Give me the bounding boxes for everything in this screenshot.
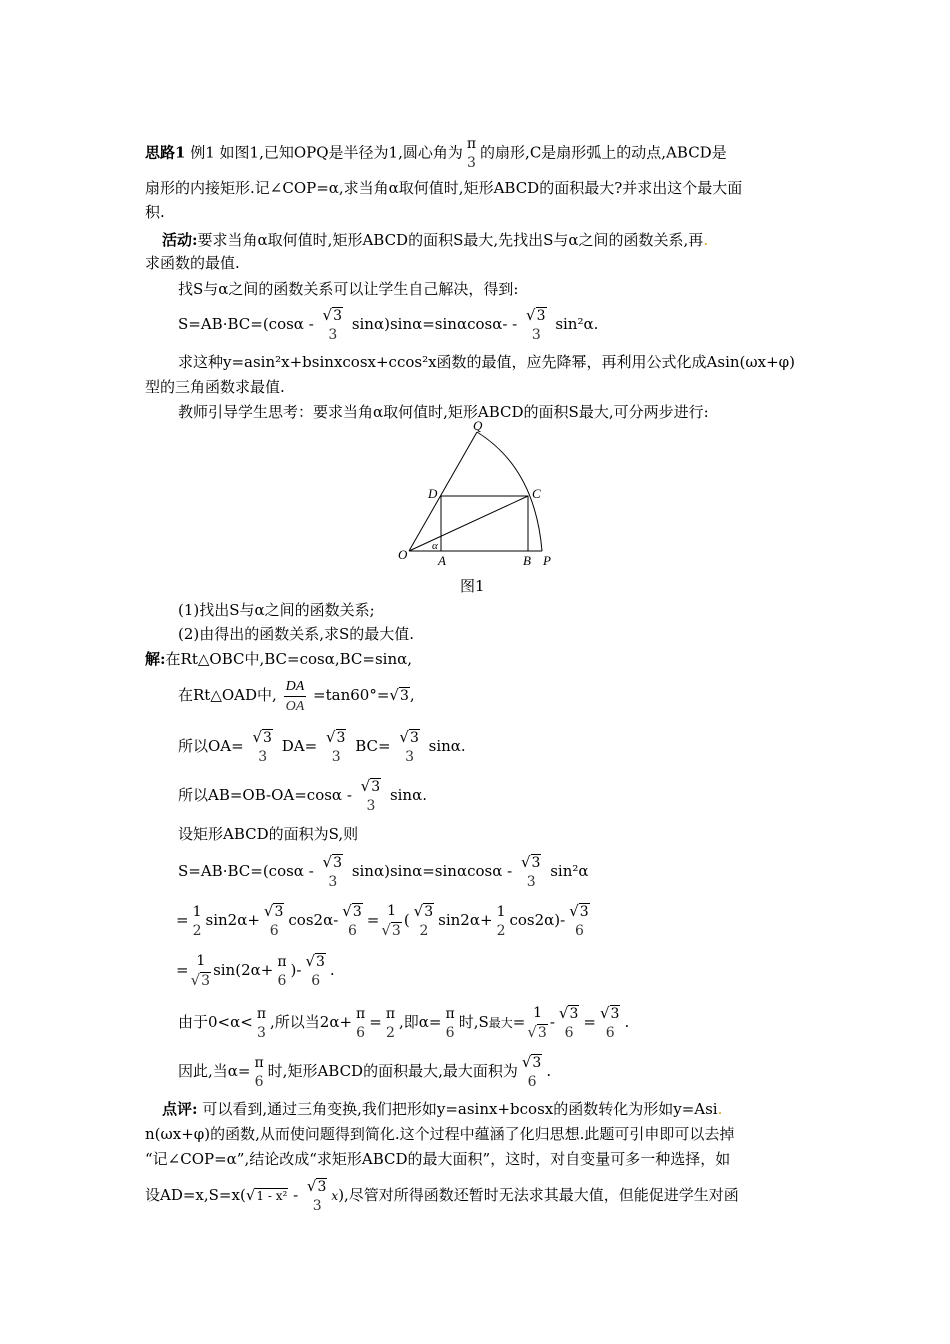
s-equation: S=AB·BC=(cosα - √3 3 sinα)sinα=sinαcosα- - √3 3 sin²α. [178,306,599,343]
comment-line-2: n(ωx+φ)的函数,从而使问题得到简化.这个过程中蕴涵了化归思想.此题可引申即可以去掉 [145,1125,735,1143]
label-alpha: α [432,540,438,552]
solution-line-9: 由于0<α< π 3 ,所以当2α+ π 6 = π 2 ,即α= π 6 时,S最大= 1 √3 - √3 6 = √3 6 . [178,1004,630,1041]
solution-line-10: 因此,当α= π 6 时,矩形ABCD的面积最大,最大面积为 √3 6 . [178,1053,552,1090]
label-p: P [543,553,551,568]
label-q: Q [473,418,483,433]
reduce-line-1: 求这种y=asin²x+bsinxcosx+ccos²x函数的最值，应先降幂，再利用公式化成Asin(ωx+φ) [178,353,796,371]
sector-figure [395,418,555,573]
comment-line-3: “记∠COP=α”,结论改成“求矩形ABCD的最大面积”，这时，对自变量可多一种选择，如 [145,1150,731,1168]
activity-line-2: 求函数的最值. [145,254,240,272]
solution-line-2: 在Rt△OAD中, $\frac{DA}{OA}$ =tan60°=√3, [178,678,415,714]
section-label: 思路1 [145,143,186,162]
solution-line-7: = 1 2 sin2α+ √3 6 cos2α- √3 6 = 1 √3 ( √3 2 sin2α+ 1 2 cos2α)- √3 6 [176,902,589,939]
label-c: C [532,486,541,501]
solution-line-3: 所以OA= √3 3 DA= √3 3 BC= √3 3 sinα. [178,728,466,765]
example-line-3: 积. [145,203,165,221]
radius-oq [409,432,477,551]
activity-line-1: 活动:要求当角α取何值时,矩形ABCD的面积S最大,先找出S与α之间的函数关系,再. [162,231,709,249]
step-2: (2)由得出的函数关系,求S的最大值. [178,625,415,643]
find-line: 找S与α之间的函数关系可以让学生自己解决，得到: [178,280,519,298]
teacher-line: 教师引导学生思考：要求当角α取何值时,矩形ABCD的面积S最大,可分两步进行: [178,403,709,421]
comment-line-4: 设AD=x,S=x(√1 - x² - √3 3 x),尽管对所得函数还暂时无法求其最大值，但能促进学生对函 [145,1177,739,1214]
fraction: π 3 [466,136,477,171]
reduce-line-2: 型的三角函数求最值. [145,378,285,396]
label-a: A [438,553,446,568]
solution-line-8: = 1 √3 sin(2α+ π 6 )- √3 6 . [176,952,335,989]
solution-line-4: 所以AB=OB-OA=cosα - √3 3 sinα. [178,777,427,814]
figure-caption: 图1 [460,577,485,595]
label-b: B [523,553,531,568]
step-1: (1)找出S与α之间的函数关系; [178,601,375,619]
label-o: O [398,547,408,562]
solution-line-6: S=AB·BC=(cosα - √3 3 sinα)sinα=sinαcosα - √3 3 sin²α [178,853,589,890]
comment-line-1: 点评: 可以看到,通过三角变换,我们把形如y=asinx+bcosx的函数转化为形如y=Asi. [162,1100,723,1118]
label-d: D [428,486,438,501]
example-line-2: 扇形的内接矩形.记∠COP=α,求当角α取何值时,矩形ABCD的面积最大?并求出这个最大面 [145,179,743,197]
solution-line-1: 解:在Rt△OBC中,BC=cosα,BC=sinα, [145,650,413,668]
rectangle-abcd [441,496,528,551]
solution-line-5: 设矩形ABCD的面积为S,则 [178,825,359,843]
segment-oc [409,496,528,551]
example-line-1: 思路1 例1 如图1,已知OPQ是半径为1,圆心角为 π 3 的扇形,C是扇形弧上的动点,ABCD是 [145,136,727,171]
